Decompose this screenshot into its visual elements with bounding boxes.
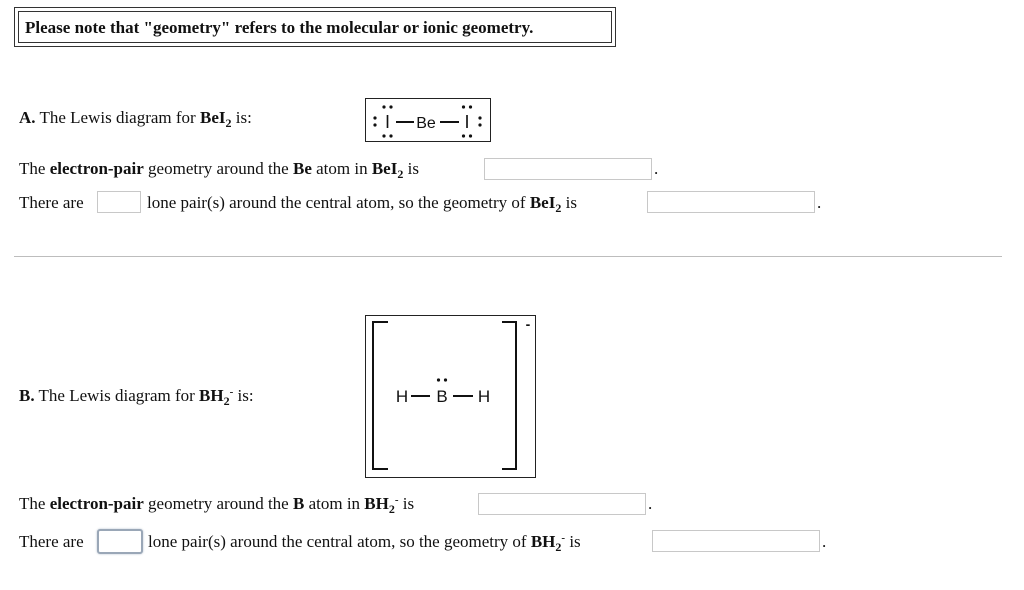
part-a-period-1: . <box>654 159 659 178</box>
lewis-a-center-atom: Be <box>416 115 436 132</box>
part-a-geometry-sentence: lone pair(s) around the central atom, so the geometry of BeI$_2$ is <box>147 193 577 215</box>
lewis-b-center-atom: B <box>436 387 448 406</box>
part-b-formula: $BH_2^-$ <box>199 386 234 408</box>
section-divider <box>14 256 1002 257</box>
part-a-electron-pair-sentence: The electron-pair geometry around the Be atom in BeI$_2$ is <box>19 159 419 181</box>
part-a-letter: A. <box>19 108 36 127</box>
lewis-diagram-bh2-anion <box>365 315 536 478</box>
geometry-note-text: Please note that "geometry" refers to the molecular or ionic geometry. <box>18 11 612 43</box>
lewis-b-charge: - <box>525 316 531 332</box>
part-b-prompt: B. The Lewis diagram for $BH_2^-$ is: <box>19 386 254 408</box>
part-b-geometry-input[interactable] <box>652 530 820 552</box>
part-b-electron-pair-sentence: The electron-pair geometry around the B atom in $BH_2^-$ is <box>19 494 415 516</box>
part-b-period-1: . <box>648 494 653 513</box>
part-b-geometry-sentence: lone pair(s) around the central atom, so the geometry of $BH_2^-$ is <box>148 532 581 554</box>
part-a-electron-pair-geometry-input[interactable] <box>484 158 652 180</box>
part-b-period-2: . <box>822 532 827 551</box>
lewis-b-right-atom: H <box>477 387 491 406</box>
lewis-a-right-atom: I <box>464 112 470 132</box>
geometry-note-box <box>14 7 616 47</box>
lewis-diagram-bh2-svg <box>366 316 535 477</box>
part-a-there-are-label: There are <box>19 193 84 212</box>
part-a-formula: BeI$_2$ <box>199 108 232 130</box>
part-a-geometry-input[interactable] <box>647 191 815 213</box>
part-b-there-are-label: There are <box>19 532 84 551</box>
part-b-electron-pair-geometry-input[interactable] <box>478 493 646 515</box>
lewis-diagram-bei2 <box>365 98 491 142</box>
part-a-lone-pairs-input[interactable] <box>97 191 141 213</box>
part-b-letter: B. <box>19 386 35 405</box>
lewis-diagram-bei2-svg <box>366 99 490 141</box>
part-a-period-2: . <box>817 193 822 212</box>
part-b-lone-pairs-input[interactable] <box>97 529 143 554</box>
part-a-prompt: A. The Lewis diagram for BeI$_2$ is: <box>19 108 252 130</box>
lewis-a-left-atom: I <box>384 112 391 132</box>
lewis-b-left-atom: H <box>395 387 409 406</box>
